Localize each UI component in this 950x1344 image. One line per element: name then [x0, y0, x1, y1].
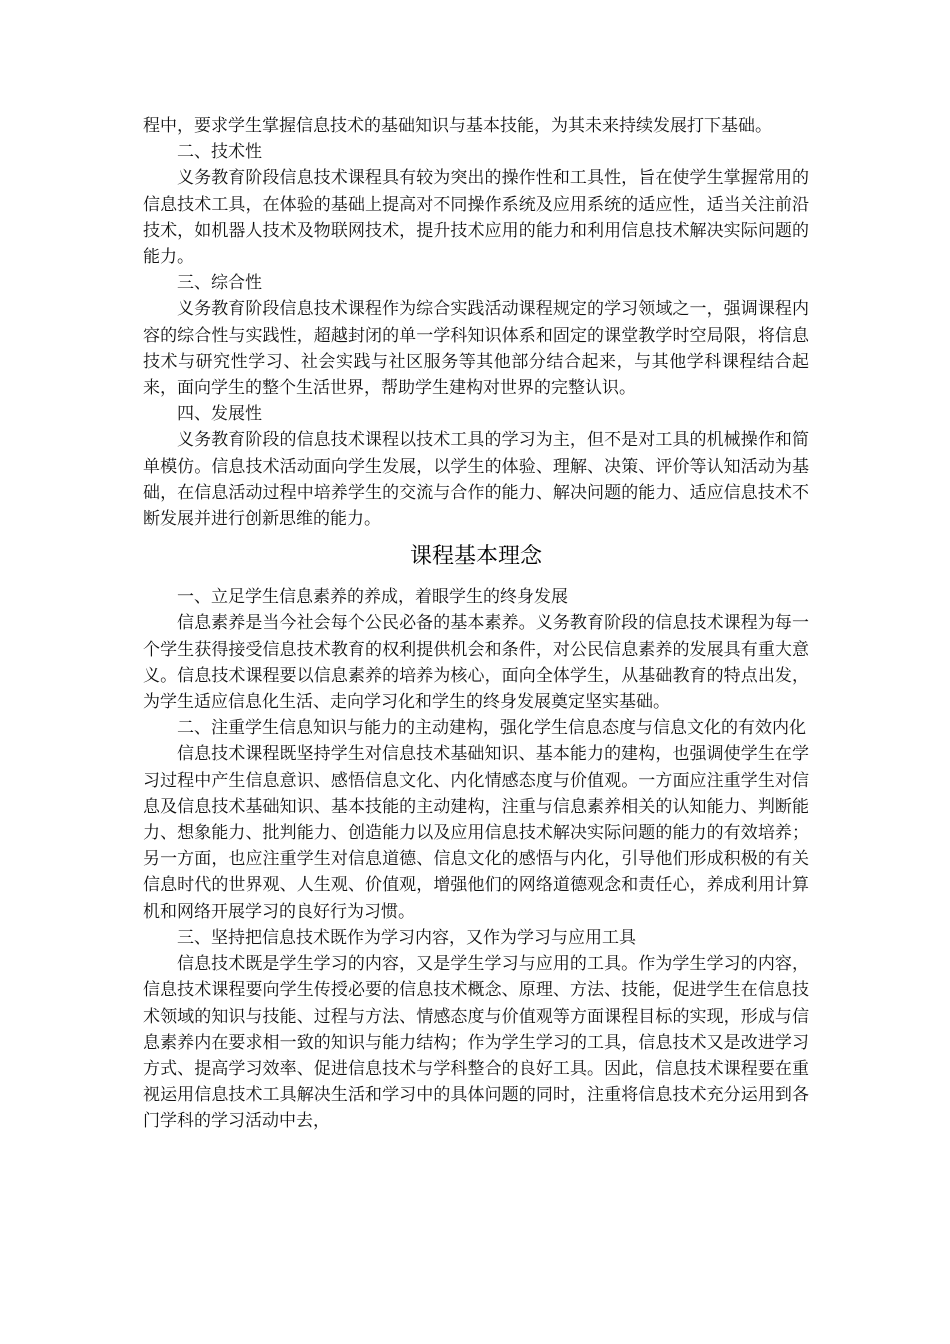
concept-paragraph-2: 信息技术课程既坚持学生对信息技术基础知识、基本能力的建构，也强调使学生在学习过程中产生信息意识、感悟信息文化、内化情感态度与价值观。一方面应注重学生对信息及信息技术基础知识、基本技能的主动建构，注重与信息素养相关的认知能力、判断能力、想象能力、批判能力、创造能力以及应用信息技术解决实际问题的能力的有效培养；另一方面，也应注重学生对信息道德、信息文化的感悟与内化，引导他们形成积极的有关信息时代的世界观、人生观、价值观，增强他们的网络道德观念和责任心，养成利用计算机和网络开展学习的良好行为习惯。	[143, 744, 809, 922]
paragraph-technical: 义务教育阶段信息技术课程具有较为突出的操作性和工具性，旨在使学生掌握常用的信息技术工具，在体验的基础上提高对不同操作系统及应用系统的适应性，适当关注前沿技术，如机器人技术及物联网技术，提升技术应用的能力和利用信息技术解决实际问题的能力。	[143, 168, 809, 268]
concept-heading-2: 二、注重学生信息知识与能力的主动建构，强化学生信息态度与信息文化的有效内化	[177, 718, 806, 739]
paragraph-continued: 程中，要求学生掌握信息技术的基础知识与基本技能，为其未来持续发展打下基础。	[143, 116, 772, 136]
concept-heading-3: 三、坚持把信息技术既作为学习内容，又作为学习与应用工具	[177, 927, 636, 948]
heading-developmental: 四、发展性	[177, 404, 262, 425]
paragraph-developmental: 义务教育阶段的信息技术课程以技术工具的学习为主，但不是对工具的机械操作和简单模仿。信息技术活动面向学生发展，以学生的体验、理解、决策、评价等认知活动为基础，在信息活动过程中培养学生的交流与合作的能力、解决问题的能力、适应信息技术不断发展并进行创新思维的能力。	[143, 430, 809, 530]
concept-paragraph-1: 信息素养是当今社会每个公民必备的基本素养。义务教育阶段的信息技术课程为每一个学生获得接受信息技术教育的权利提供机会和条件，对公民信息素养的发展具有重大意义。信息技术课程要以信息素养的培养为核心，面向全体学生，从基础教育的特点出发，为学生适应信息化生活、走向学习化和学生的终身发展奠定坚实基础。	[143, 613, 809, 713]
heading-technical: 二、技术性	[177, 142, 262, 163]
heading-comprehensive: 三、综合性	[177, 273, 262, 294]
concept-paragraph-3: 信息技术既是学生学习的内容，又是学生学习与应用的工具。作为学生学习的内容，信息技术课程要向学生传授必要的信息技术概念、原理、方法、技能，促进学生在信息技术领域的知识与技能、过程与方法、情感态度与价值观等方面课程目标的实现，形成与信息素养内在要求相一致的知识与能力结构；作为学生学习的工具，信息技术又是改进学习方式、提高学习效率、促进信息技术与学科整合的良好工具。因此，信息技术课程要在重视运用信息技术工具解决生活和学习中的具体问题的同时，注重将信息技术充分运用到各门学科的学习活动中去，	[143, 954, 809, 1132]
section-title: 课程基本理念	[409, 544, 542, 570]
document-page	[143, 113, 809, 1135]
paragraph-comprehensive: 义务教育阶段信息技术课程作为综合实践活动课程规定的学习领域之一，强调课程内容的综合性与实践性，超越封闭的单一学科知识体系和固定的课堂教学时空局限，将信息技术与研究性学习、社会实践与社区服务等其他部分结合起来，与其他学科课程结合起来，面向学生的整个生活世界，帮助学生建构对世界的完整认识。	[143, 299, 809, 399]
concept-heading-1: 一、立足学生信息素养的养成，着眼学生的终身发展	[177, 587, 568, 608]
